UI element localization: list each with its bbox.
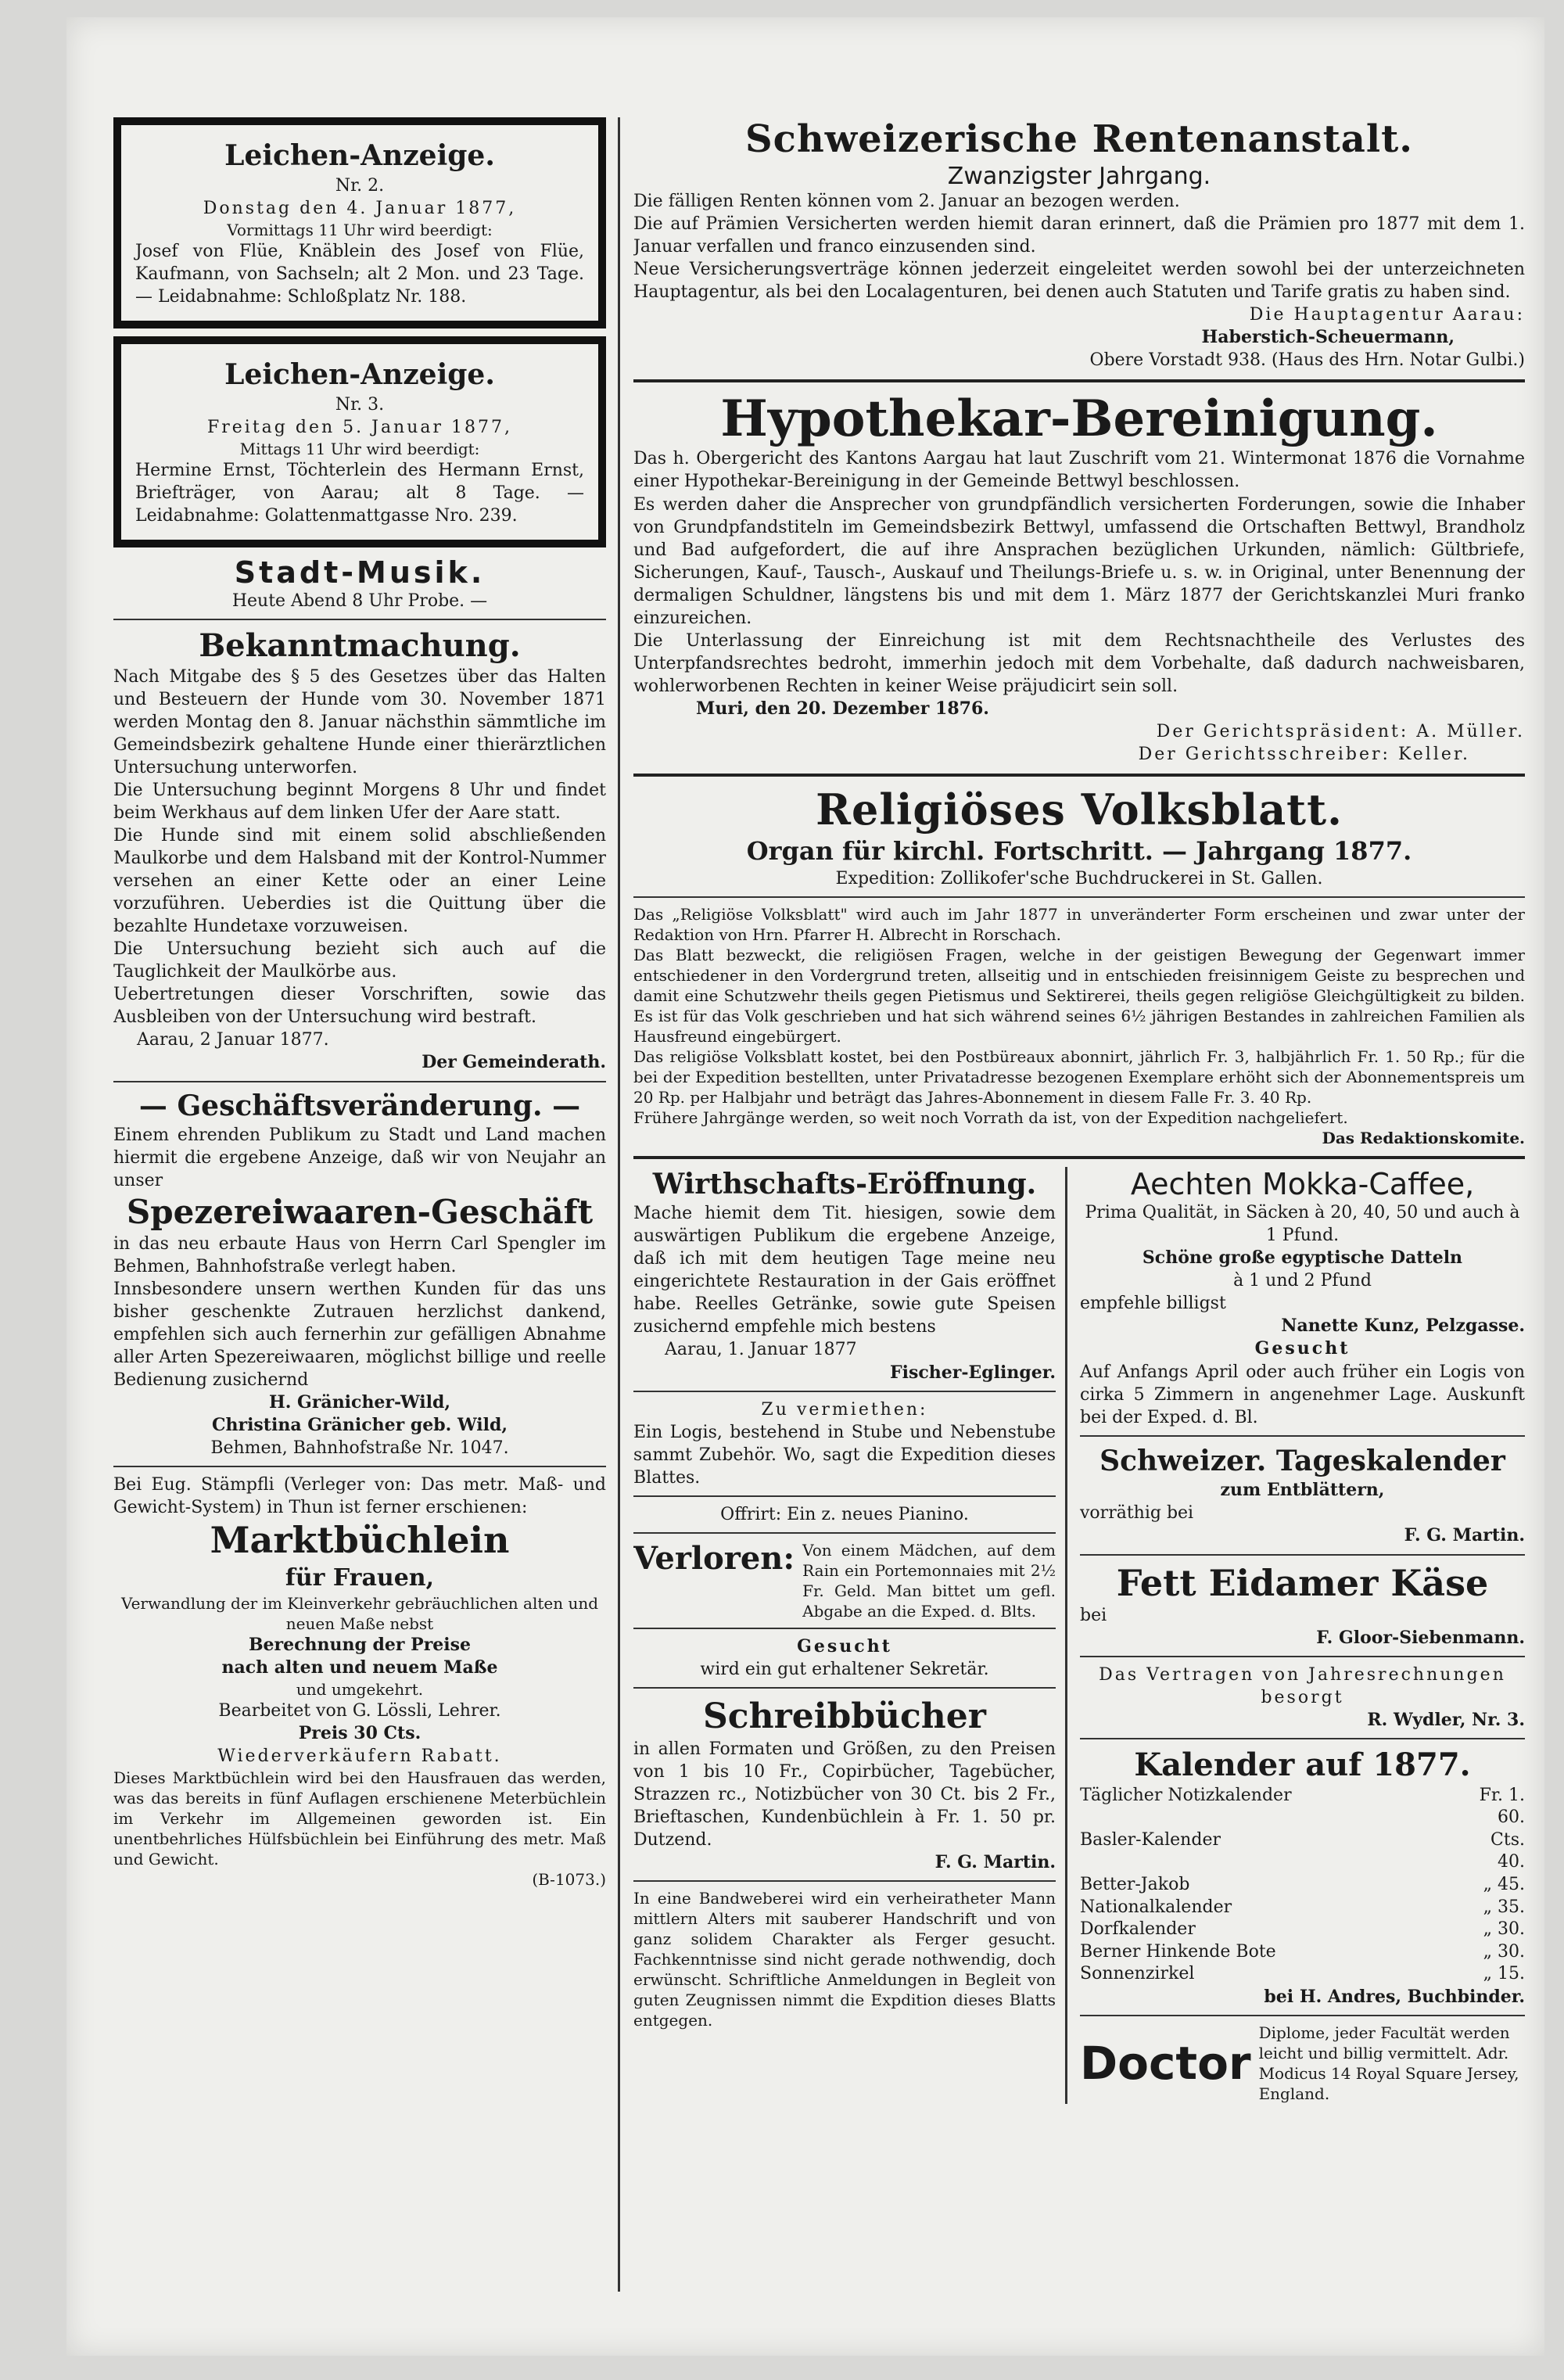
bekanntmachung-date: Aarau, 2 Januar 1877. [137,1030,329,1050]
markt-p4: und umgekehrt. [296,1679,424,1699]
kalender-item-name: Sonnenzirkel [1080,1964,1195,1984]
left-column [113,117,606,2315]
verloren-title: Verloren: [633,1539,795,1577]
verloren-p: Von einem Mädchen, auf dem Rain ein Portemonnaies mit 2½ Fr. Geld. Man bittet um gefl. Abgabe an die Exped. d. Blts. [802,1540,1056,1621]
vermieten-title: Zu vermiethen: [761,1399,928,1420]
divider [113,619,606,620]
divider [633,774,1525,777]
hypo-p2: Es werden daher die Ansprecher von grundpfändlich versicherten Forderungen, sowie die Inhaber von Grundpfandstiteln im Gemeindsbezirk Bettwyl, umfassend die Ortschaften Bettwyl, Brandholz und Bad aufgefordert, die auf ihre Ansprachen bezüglichen Urkunden, nämlich: Gültbriefe, Sicherungen, Kauf-, Tausch-, Auskauf und Theilungs-Briefe u. s. w. in Original, unter Benennung der dermaligen Schuldner, längstens bis und mit dem 1. März 1877 der Gerichtskanzlei Muri franko einzureichen. [633,494,1525,628]
divider [633,1495,1056,1497]
bekanntmachung-p3: Die Hunde sind mit einem solid abschließenden Maulkorbe und dem Halsband mit der Kontrol-Nummer versehen an einer Kette oder an einer Leine vorzuführen. Ueberdies ist die Quittung über die bezahlte Hundetaxe vorzuweisen. [113,826,606,937]
volks-p4: Frühere Jahrgänge werden, so weit noch Vorrath da ist, von der Expedition nachgeliefert. [633,1108,1348,1128]
death-notice-2-nr: Nr. 3. [335,394,385,415]
geschaeft-sig2: Christina Gränicher geb. Wild, [211,1415,508,1436]
bekanntmachung-p4: Die Untersuchung bezieht sich auch auf die Tauglichkeit der Maulkörbe aus. [113,939,606,982]
gesucht1-p: wird ein gut erhaltener Sekretär. [700,1659,989,1679]
mokka-p2: Schöne große egyptische Datteln [1142,1247,1463,1269]
hypo-title: Hypothekar-Bereinigung. [720,389,1438,448]
hypo-p3: Die Unterlassung der Einreichung ist mit dem Rechtsnachtheile des Verlustes des Unterpfandsrechtes bedroht, immerhin jedoch mit dem Vorbehalte, daß dadurch nachweisbaren, wohlerworbenen Rechten in keiner Weise präjudicirt sein soll. [633,630,1525,696]
mokka-p3: à 1 und 2 Pfund [1233,1271,1372,1291]
tageskal-sub: zum Entblättern, [1220,1480,1385,1501]
death-notice-1-body: Josef von Flüe, Knäblein des Josef von Flüe, Kaufmann, von Sachseln; alt 2 Mon. und 23 Tage. — Leidabnahme: Schloßplatz Nr. 188. [135,241,584,307]
kaese-title: Fett Eidamer Käse [1116,1561,1489,1604]
divider [1080,2015,1525,2016]
markt-sub: für Frauen, [285,1563,435,1592]
divider [633,379,1525,382]
markt-title: Marktbüchlein [210,1519,510,1562]
column-divider [618,117,620,2292]
divider [633,1687,1056,1689]
kalender-item-price: Cts. 40. [1490,1829,1525,1872]
doctor-word: Doctor [1080,2037,1251,2091]
renten-sig2: Haberstich-Scheuermann, [1201,326,1455,347]
death-notice-1-time: Vormittags 11 Uhr wird beerdigt: [227,220,493,239]
volks-p1: Das „Religiöse Volksblatt" wird auch im Jahr 1877 in unveränderter Form erscheinen und zwar unter der Redaktion von Hrn. Pfarrer H. Albrecht in Rorschach. [633,905,1525,945]
geschaeft-headline: Spezereiwaaren-Geschäft [126,1192,594,1231]
renten-p2: Die auf Prämien Versicherten werden hiemit daran erinnert, daß die Prämien pro 1877 mit dem 1. Januar verfallen und franco einzusenden sind. [633,214,1525,257]
schreib-p: in allen Formaten und Größen, zu den Preisen von 1 bis 10 Fr., Copirbücher, Tagebücher, Strazzen rc., Notizbücher von 30 Ct. bis 2 Fr., Brieftaschen, Kundenbüchlein à Fr. 1. 50 pr. Dutzend. [633,1739,1056,1850]
jahres-sig: R. Wydler, Nr. 3. [1367,1709,1525,1730]
markt-code: (B-1073.) [532,1869,606,1889]
volks-p2: Das Blatt bezweckt, die religiösen Fragen, welche in der geistigen Bewegung der Gegenwart immer entschiedener in den Vordergrund treten, allseitig und in entschieden freisinnigem Geiste zu besprechen und damit eine Schutzwehr theils gegen Pietismus und Sektirerei, theils gegen religiöse Gleichgültigkeit zu bilden. Es ist für das Volk geschrieben und hat sich während seines 6½ jährigen Bestandes in zahlreichen Familien als Hausfreund eingebürgert. [633,946,1525,1046]
kalender-item-name: Basler-Kalender [1080,1829,1221,1850]
volks-p3: Das religiöse Volksblatt kostet, bei den Postbüreaux abonnirt, jährlich Fr. 3, halbjährlich Fr. 1. 50 Rp.; für die bei der Expedition bestellten, unter Privatadresse bezogenen Exemplare erhöht sich der Abonnementspreis um 20 Rp. per Halbjahr und beträgt das Jahres-Abonnement in diesem Falle Fr. 3. 40 Rp. [633,1047,1525,1107]
bandweberei-p: In eine Bandweberei wird ein verheiratheter Mann mittlern Alters mit sauberer Handschrift und von ganz solidem Charakter als Ferger gesucht. Fachkenntnisse sind nicht gerade nothwendig, doch erwünscht. Schriftliche Anmeldungen in Begleit von guten Zeugnissen nimmt die Expdition dieses Blatts entgegen. [633,1888,1056,2030]
verloren-block [633,1540,1056,1621]
wirth-sig: Fischer-Eglinger. [890,1362,1056,1383]
divider [1080,1435,1525,1437]
markt-p2: Berechnung der Preise [248,1634,472,1655]
bekanntmachung-p1: Nach Mitgabe des § 5 des Gesetzes über das Halten und Besteuern der Hunde vom 30. November 1871 werden Montag den 8. Januar nächsthin sämmtliche im Gemeindsbezirk gehaltene Hunde einer thierärztlichen Untersuchung unterworfen. [113,666,606,778]
bekanntmachung-signature: Der Gemeinderath. [421,1052,606,1073]
divider [1080,1738,1525,1739]
geschaeft-title: — Geschäftsveränderung. — [138,1089,581,1122]
kaese-sig: F. Gloor-Siebenmann. [1316,1627,1525,1648]
geschaeft-addr: Behmen, Bahnhofstraße Nr. 1047. [210,1438,509,1459]
divider [633,1156,1525,1159]
markt-intro: Bei Eug. Stämpfli (Verleger von: Das metr. Maß- und Gewicht-System) in Thun ist ferner erschienen: [113,1475,606,1518]
divider [113,1466,606,1467]
tageskal-p: vorräthig bei [1080,1503,1194,1524]
kalender-item-price: „ 35. [1483,1897,1525,1917]
volks-title: Religiöses Volksblatt. [816,784,1343,835]
gesucht2-title: Gesucht [1254,1338,1351,1359]
geschaeft-p2: in das neu erbaute Haus von Herrn Carl Spengler im Behmen, Bahnhofstraße verlegt haben. [113,1234,606,1277]
gesucht1-title: Gesucht [797,1635,892,1657]
geschaeft-sig1: H. Gränicher-Wild, [268,1392,451,1413]
divider [1080,1656,1525,1657]
geschaeft-p3: Innsbesondere unsern werthen Kunden für das uns bisher geschenkte Zutrauen herzlichst dankend, empfehlen sich auch fernerhin zur gefälligen Abnahme aller Arten Spezereiwaaren, möglichst billige und reelle Bedienung zusichernd [113,1280,606,1391]
kalender-item-price: „ 15. [1483,1964,1525,1984]
hypo-date: Muri, den 20. Dezember 1876. [696,698,989,719]
hypo-sig1: Der Gerichtspräsident: A. Müller. [1156,721,1525,741]
death-notice-2-time: Mittags 11 Uhr wird beerdigt: [239,439,480,458]
death-notice-2-date: Freitag den 5. Januar 1877, [207,417,512,437]
divider [1080,1554,1525,1556]
mokka-sig: Nanette Kunz, Pelzgasse. [1281,1316,1525,1337]
wirth-title: Wirthschafts-Eröffnung. [652,1168,1037,1201]
kalender-item-name: Dorfkalender [1080,1919,1196,1940]
kalender-item-price: „ 30. [1483,1941,1525,1962]
doctor-p1: Diplome, jeder Facultät werden leicht und billig vermittelt. Adr. Modicus 14 Royal Square Jersey, England. [1258,2023,1519,2104]
bekanntmachung-p2: Die Untersuchung beginnt Morgens 8 Uhr und findet beim Werkhaus auf dem linken Ufer der Aare statt. [113,781,606,824]
right-subcolumns [633,1167,1525,2104]
hypo-sig2: Der Gerichtsschreiber: Keller. [1138,744,1470,764]
renten-p1: Die fälligen Renten können vom 2. Januar an bezogen werden. [633,191,1180,211]
kalender-sig: bei H. Andres, Buchbinder. [1264,1987,1525,2007]
kalender-item-price: „ 30. [1483,1919,1525,1940]
renten-p3: Neue Versicherungsverträge können jederzeit eingeleitet werden sowohl bei der unterzeichneten Hauptagentur, als bei den Localagenturen, bei denen auch Statuten und Tarife gratis zu haben sind. [633,259,1525,302]
markt-p3: nach alten und neuem Maße [221,1657,498,1678]
kalender-title: Kalender auf 1877. [1134,1746,1471,1783]
renten-sig3: Obere Vorstadt 938. (Haus des Hrn. Notar Gulbi.) [1089,350,1525,370]
hypo-p1: Das h. Obergericht des Kantons Aargau hat laut Zuschrift vom 21. Wintermonat 1876 die Vornahme einer Hypothekar-Bereinigung in der Gemeinde Bettwyl beschlossen. [633,449,1525,492]
renten-title: Schweizerische Rentenanstalt. [745,117,1413,161]
volks-sub: Organ für kirchl. Fortschritt. — Jahrgang 1877. [746,835,1412,866]
kalender-list [1080,1785,1525,1986]
renten-sub: Zwanzigster Jahrgang. [947,162,1211,190]
doctor-block [1080,2023,1525,2104]
divider [633,896,1525,898]
divider [113,1081,606,1082]
kalender-item-name: Better-Jakob [1080,1875,1190,1895]
vermieten-p: Ein Logis, bestehend in Stube und Nebenstube sammt Zubehör. Wo, sagt die Expedition dieses Blattes. [633,1422,1056,1488]
markt-p1: Verwandlung der im Kleinverkehr gebräuchlichen alten und neuen Maße nebst [120,1593,599,1633]
bekanntmachung-p5: Uebertretungen dieser Vorschriften, sowie das Ausbleiben von der Untersuchung wird bestraft. [113,985,606,1028]
kaese-p: bei [1080,1605,1107,1625]
kalender-item-name: Berner Hinkende Bote [1080,1941,1276,1962]
death-notice-1-nr: Nr. 2. [335,175,385,196]
mokka-p4: empfehle billigst [1080,1294,1226,1314]
jahres-text: Das Vertragen von Jahresrechnungen besorgt [1099,1664,1506,1707]
schreib-title: Schreibbücher [703,1696,986,1736]
markt-author: Bearbeitet von G. Lössli, Lehrer. [218,1700,501,1721]
divider [633,1880,1056,1882]
death-notice-2-title: Leichen-Anzeige. [224,357,495,391]
kalender-item-name: Täglicher Notizkalender [1080,1785,1292,1805]
death-notice-1-date: Donstag den 4. Januar 1877, [203,198,517,218]
wirth-p1: Mache hiemit dem Tit. hiesigen, sowie dem auswärtigen Publikum die ergebene Anzeige, daß ich mit dem heutigen Tage meine neu eingerichtete Restauration in der Gais eröffnet habe. Reelles Getränke, sowie gute Speisen zusichernd empfehle mich bestens [633,1204,1056,1337]
stadt-musik-title: Stadt-Musik. [234,555,486,590]
volks-exp: Expedition: Zollikofer'sche Buchdruckerei in St. Gallen. [835,869,1323,889]
gesucht2-p: Auf Anfangs April oder auch früher ein Logis von cirka 5 Zimmern in angenehmer Lage. Auskunft bei der Exped. d. Bl. [1080,1362,1525,1427]
volks-sig: Das Redaktionskomite. [1322,1129,1525,1148]
stadt-musik-line: Heute Abend 8 Uhr Probe. — [231,591,488,611]
subcolumn-left [633,1167,1067,2104]
kalender-item-name: Nationalkalender [1080,1897,1232,1917]
death-notice-1 [113,117,606,328]
kalender-item-price: „ 45. [1483,1875,1525,1895]
death-notice-1-title: Leichen-Anzeige. [224,139,495,172]
geschaeft-p1: Einem ehrenden Publikum zu Stadt und Land machen hiermit die ergebene Anzeige, daß wir von Neujahr an unser [113,1125,606,1190]
wirth-date: Aarau, 1. Januar 1877 [665,1340,857,1360]
offerte-text: Offrirt: Ein z. neues Pianino. [720,1504,969,1524]
mokka-p1: Prima Qualität, in Säcken à 20, 40, 50 und auch à 1 Pfund. [1085,1203,1520,1246]
tageskal-title: Schweizer. Tageskalender [1099,1444,1505,1477]
right-column [633,117,1525,2315]
divider [633,1391,1056,1392]
death-notice-2-body: Hermine Ernst, Töchterlein des Hermann Ernst, Briefträger, von Aarau; alt 8 Tage. — Leidabnahme: Golattenmattgasse Nro. 239. [135,460,584,526]
tageskal-sig: F. G. Martin. [1404,1525,1525,1546]
kalender-item-price: Fr. 1. 60. [1479,1785,1525,1828]
divider [633,1628,1056,1629]
renten-sig1: Die Hauptagentur Aarau: [1249,304,1525,325]
markt-price: Preis 30 Cts. [298,1722,421,1743]
schreib-sig: F. G. Martin. [934,1851,1056,1872]
subcolumn-right [1067,1167,1525,2104]
divider [633,1532,1056,1534]
markt-p5: Dieses Marktbüchlein wird bei den Hausfrauen das werden, was das bereits in fünf Auflagen erschienene Meterbüchlein im Verkehr im Allgemeinen geworden ist. Ein unentbehrliches Hülfsbüchlein bei Einführung des metr. Maß und Gewicht. [113,1768,606,1868]
markt-rabatt: Wiederverkäufern Rabatt. [217,1746,502,1766]
bekanntmachung-title: Bekanntmachung. [199,626,521,664]
mokka-title: Aechten Mokka-Caffee, [1130,1167,1475,1202]
death-notice-2 [113,336,606,547]
